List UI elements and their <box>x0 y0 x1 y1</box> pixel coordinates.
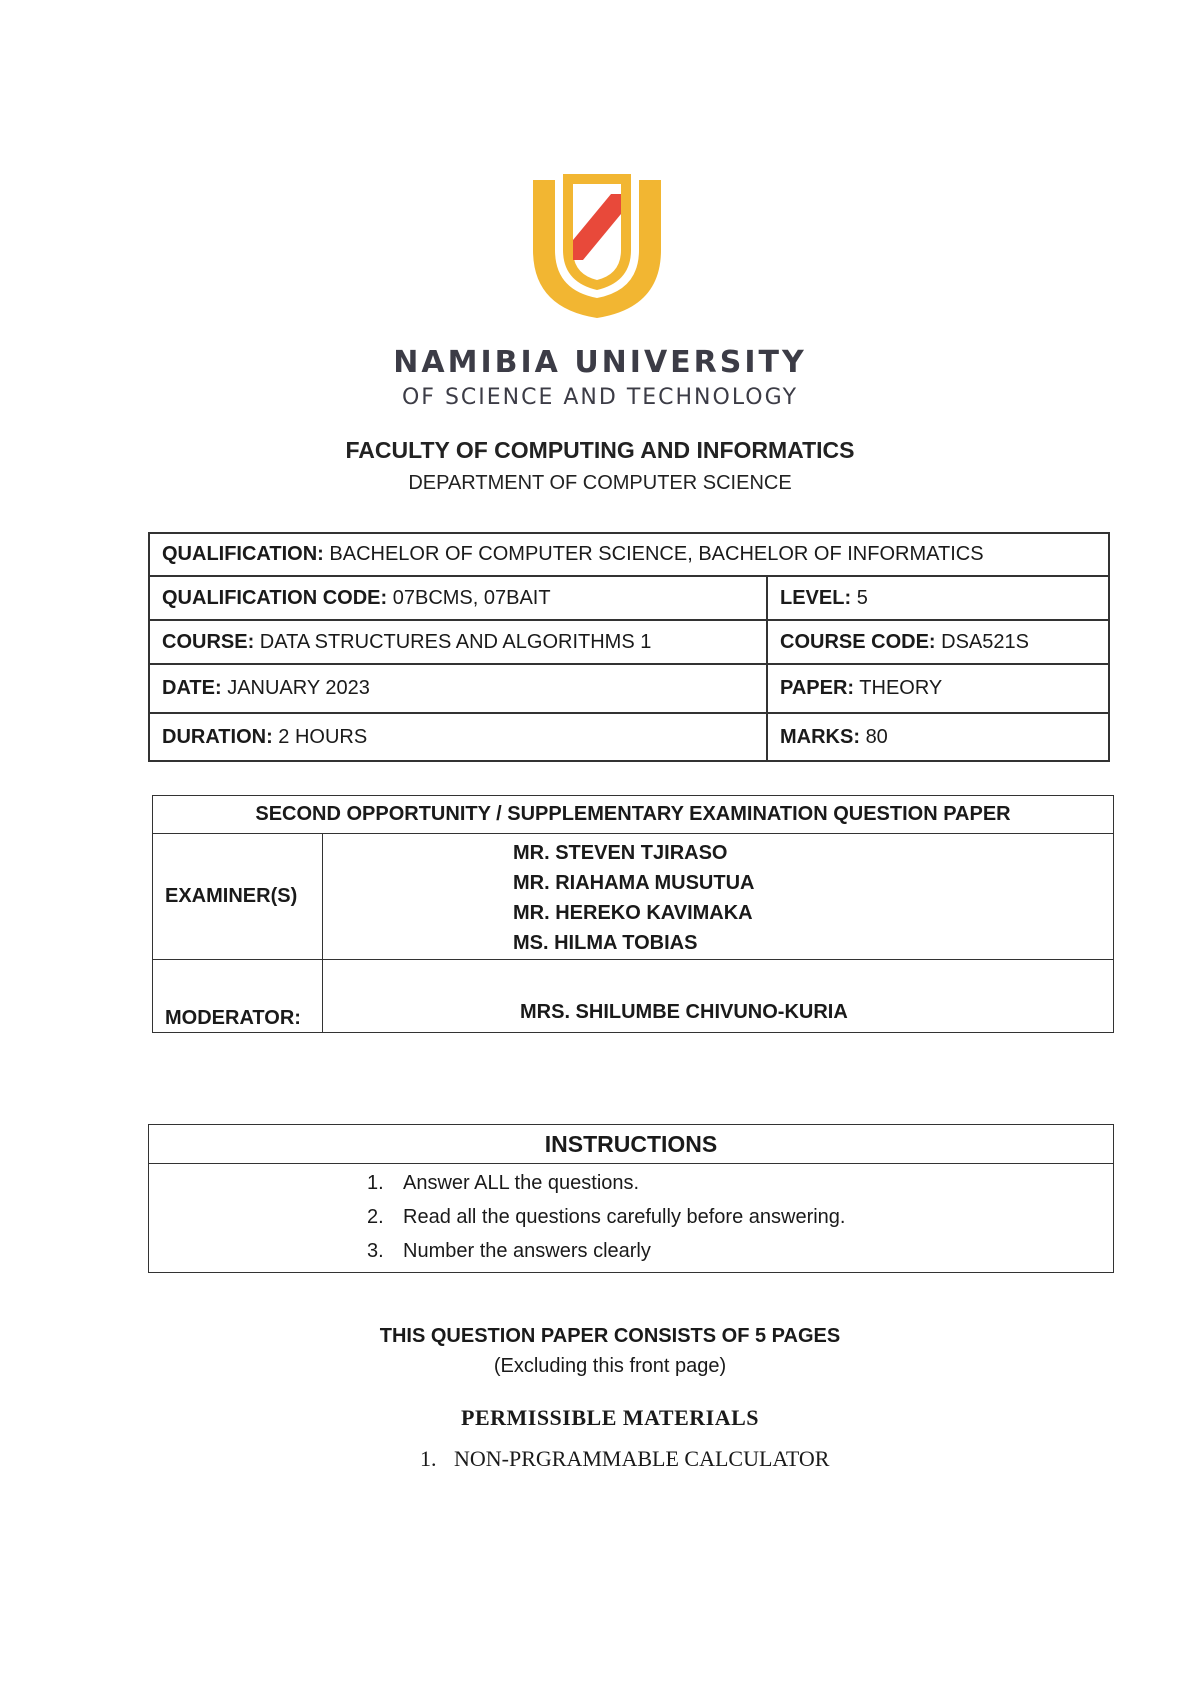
permissible-list <box>420 1446 829 1472</box>
permissible-text: NON-PRGRAMMABLE CALCULATOR <box>454 1446 830 1471</box>
course-code-label: COURSE CODE: <box>780 630 936 653</box>
course-code-value: DSA521S <box>941 630 1029 653</box>
university-name: NAMIBIA UNIVERSITY <box>393 345 807 380</box>
date-cell <box>149 664 767 713</box>
qualification-code-label: QUALIFICATION CODE: <box>162 586 388 609</box>
date-label: DATE: <box>162 677 222 699</box>
level-label: LEVEL: <box>780 586 852 609</box>
qualification-code-cell <box>149 576 767 620</box>
examiner-name: MS. HILMA TOBIAS <box>513 932 698 954</box>
duration-cell <box>149 713 767 761</box>
paper-value: THEORY <box>859 677 943 699</box>
examiner-name: MR. HEREKO KAVIMAKA <box>513 902 753 924</box>
faculty-title: FACULTY OF COMPUTING AND INFORMATICS <box>345 437 855 463</box>
instructions-list <box>149 1164 1113 1272</box>
instruction-item <box>367 1200 1113 1234</box>
permissible-number: 1. <box>420 1446 437 1471</box>
qualification-label: QUALIFICATION: <box>162 543 324 565</box>
examiners-table <box>152 795 1114 1033</box>
exam-heading: SECOND OPPORTUNITY / SUPPLEMENTARY EXAMINATION QUESTION PAPER <box>153 796 1114 834</box>
date-value: JANUARY 2023 <box>227 677 370 699</box>
university-logo-icon <box>527 170 667 322</box>
instruction-number: 2. <box>367 1206 384 1228</box>
marks-value: 80 <box>865 725 888 748</box>
instruction-text: Number the answers clearly <box>403 1240 651 1262</box>
examiner-name: MR. RIAHAMA MUSUTUA <box>513 872 755 894</box>
qualification-code-value: 07BCMS, 07BAIT <box>392 586 551 609</box>
duration-label: DURATION: <box>162 725 273 748</box>
instructions-heading: INSTRUCTIONS <box>149 1125 1114 1164</box>
instruction-number: 1. <box>367 1172 384 1194</box>
level-cell <box>767 576 1109 620</box>
instruction-item <box>367 1166 1113 1200</box>
examiner-name: MR. STEVEN TJIRASO <box>513 842 728 864</box>
university-subtitle: OF SCIENCE AND TECHNOLOGY <box>401 385 799 410</box>
course-code-cell <box>767 620 1109 664</box>
pages-subnote: (Excluding this front page) <box>493 1355 727 1377</box>
permissible-heading: PERMISSIBLE MATERIALS <box>461 1405 759 1430</box>
marks-cell <box>767 713 1109 761</box>
course-value: DATA STRUCTURES AND ALGORITHMS 1 <box>259 630 652 653</box>
marks-label: MARKS: <box>780 725 860 748</box>
examiners-label: EXAMINER(S) <box>153 834 323 960</box>
paper-cell <box>767 664 1109 713</box>
instructions-table <box>148 1124 1114 1273</box>
qualification-cell <box>149 533 1109 576</box>
permissible-item <box>420 1446 829 1472</box>
course-info-table <box>148 532 1110 762</box>
instruction-text: Answer ALL the questions. <box>403 1172 640 1194</box>
instruction-number: 3. <box>367 1240 384 1262</box>
examiners-list <box>323 834 1114 960</box>
instruction-text: Read all the questions carefully before answering. <box>403 1206 846 1228</box>
department-title: DEPARTMENT OF COMPUTER SCIENCE <box>408 472 792 494</box>
qualification-value: BACHELOR OF COMPUTER SCIENCE, BACHELOR OF INFORMATICS <box>329 543 984 565</box>
paper-label: PAPER: <box>780 677 855 699</box>
course-cell <box>149 620 767 664</box>
level-value: 5 <box>856 586 868 609</box>
instruction-item <box>367 1234 1113 1268</box>
instructions-body <box>149 1164 1114 1273</box>
duration-value: 2 HOURS <box>278 725 368 748</box>
moderator-name: MRS. SHILUMBE CHIVUNO-KURIA <box>323 960 1114 1033</box>
pages-note: THIS QUESTION PAPER CONSISTS OF 5 PAGES <box>379 1325 841 1347</box>
course-label: COURSE: <box>162 630 255 653</box>
moderator-label: MODERATOR: <box>153 960 323 1033</box>
